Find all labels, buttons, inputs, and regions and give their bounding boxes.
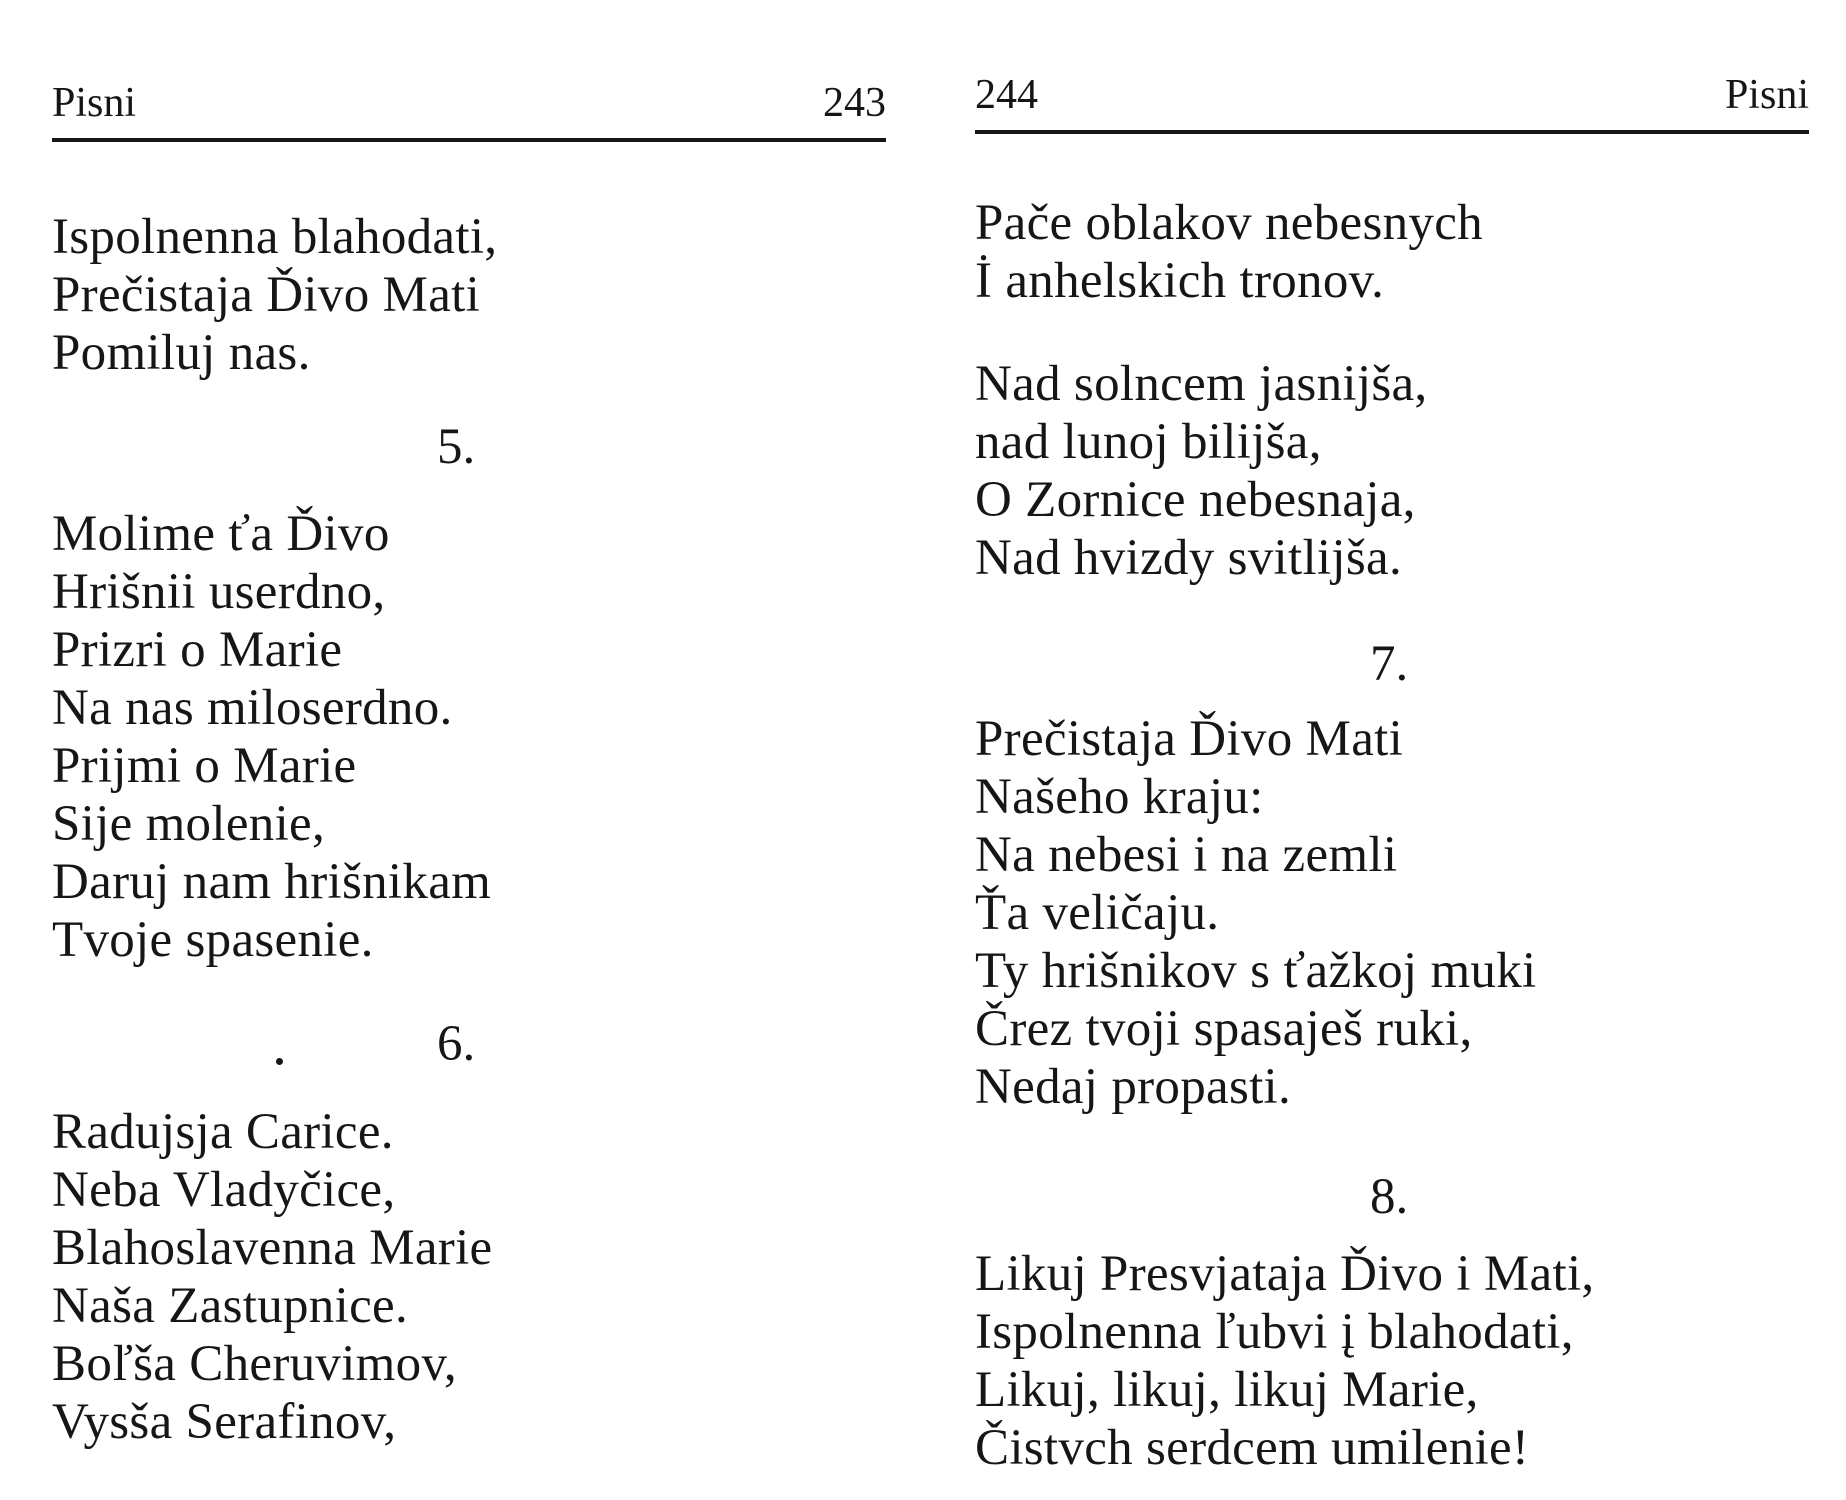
verse-line: Našeho kraju: xyxy=(975,769,1264,825)
verse-line: Vysša Serafinov, xyxy=(52,1394,397,1450)
verse-line: Nedaj propasti. xyxy=(975,1059,1292,1115)
stanza-number-8: 8. xyxy=(1370,1169,1409,1225)
verse-line: Naša Zastupnice. xyxy=(52,1278,408,1334)
verse-line: Na nas miloserdno. xyxy=(52,680,453,736)
verse-line: Neba Vladyčice, xyxy=(52,1162,396,1218)
verse-line: Prizri o Marie xyxy=(52,622,343,678)
right-running-head xyxy=(975,60,1809,134)
verse-line: Nad solncem jasnijša, xyxy=(975,356,1428,412)
verse-line: Radujsja Carice. xyxy=(52,1104,394,1160)
stanza-number-5: 5. xyxy=(437,419,476,475)
verse-line: Črez tvoji spasaješ ruki, xyxy=(975,1001,1473,1057)
verse-line: Pomiluj nas. xyxy=(52,325,311,381)
verse-line: Čistvch serdcem umilenie! xyxy=(975,1420,1530,1476)
verse-line: Ťa veličaju. xyxy=(975,885,1220,941)
verse-line: Sije molenie, xyxy=(52,796,326,852)
verse-line: nad lunoj bilijša, xyxy=(975,414,1322,470)
stanza-7 xyxy=(975,710,1536,1116)
left-running-title: Pisni xyxy=(52,80,137,126)
right-stanza-solnce xyxy=(975,355,1427,587)
verse-line: Ty hrišnikov s ťažkoj muki xyxy=(975,943,1537,999)
verse-line: Likuj, likuj, likuj Marie, xyxy=(975,1362,1479,1418)
verse-line: O Zornice nebesnaja, xyxy=(975,472,1416,528)
verse-line: Likuj Presvjataja Ďivo i Mati, xyxy=(975,1246,1595,1302)
verse-line: Pače oblakov nebesnych xyxy=(975,195,1483,251)
left-page-number: 243 xyxy=(823,80,886,126)
verse-line: Ispolnenna ľubvi į blahodati, xyxy=(975,1304,1574,1360)
left-stanza-continued xyxy=(52,208,497,382)
verse-line: İ anhelskich tronov. xyxy=(975,253,1385,309)
verse-line: Nad hvizdy svitlijša. xyxy=(975,530,1402,586)
right-stanza-continued xyxy=(975,194,1483,310)
verse-line: Tvoje spasenie. xyxy=(52,912,374,968)
left-running-head xyxy=(52,68,886,142)
stanza-5 xyxy=(52,505,491,969)
right-page xyxy=(975,0,1809,1500)
stanza-number-6: 6. xyxy=(437,1016,476,1072)
right-running-title: Pisni xyxy=(1724,72,1809,118)
stanza-8 xyxy=(975,1245,1594,1477)
verse-line: Na nebesi i na zemli xyxy=(975,827,1398,883)
right-page-number: 244 xyxy=(975,72,1038,118)
stanza-6 xyxy=(52,1103,492,1451)
verse-line: Daruj nam hrišnikam xyxy=(52,854,492,910)
stanza-number-7: 7. xyxy=(1370,636,1409,692)
left-page xyxy=(52,0,886,1500)
verse-line: Blahoslavenna Marie xyxy=(52,1220,493,1276)
verse-line: Molime ťa Ďivo xyxy=(52,506,390,562)
verse-line: Hrišnii userdno, xyxy=(52,564,386,620)
verse-line: Prečistaja Ďivo Mati xyxy=(52,267,481,323)
verse-line: Ispolnenna blahodati, xyxy=(52,209,498,265)
stray-ink-dot xyxy=(276,1058,283,1065)
verse-line: Prečistaja Ďivo Mati xyxy=(975,711,1404,767)
verse-line: Prijmi o Marie xyxy=(52,738,357,794)
verse-line: Boľša Cheruvimov, xyxy=(52,1336,457,1392)
